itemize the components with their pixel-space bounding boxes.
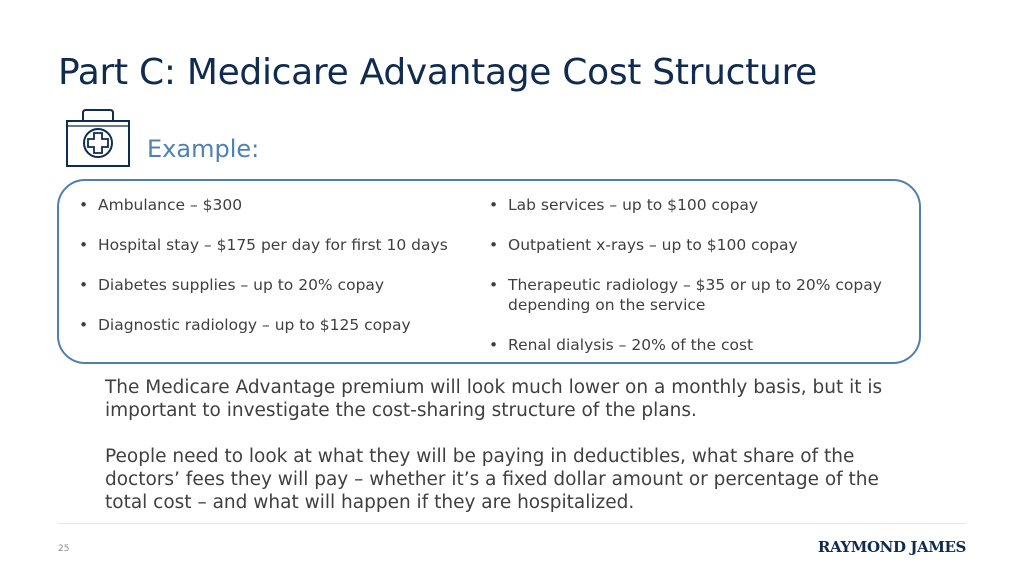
list-item: • Hospital stay – $175 per day for first 10 days (78, 235, 478, 255)
page-number: 25 (58, 544, 70, 554)
medical-kit-icon (65, 109, 131, 167)
right-cost-list (488, 195, 908, 375)
list-item: • Diabetes supplies – up to 20% copay (78, 275, 478, 295)
cost-sharing-paragraph: People need to look at what they will be paying in deductibles, what share of the doctors’ fees they will pay – whether it’s a fixed dollar amount or percentage of the total cost – and what will happen if they are hospitalized. (105, 446, 879, 513)
list-item: • Outpatient x-rays – up to $100 copay (488, 235, 908, 255)
list-item: • Renal dialysis – 20% of the cost (488, 335, 908, 355)
list-item: • Diagnostic radiology – up to $125 copay (78, 315, 478, 335)
footer-divider (58, 523, 966, 524)
list-item: • Lab services – up to $100 copay (488, 195, 908, 215)
premium-paragraph: The Medicare Advantage premium will look much lower on a monthly basis, but it is important to investigate the cost-sharing structure of the plans. (105, 377, 883, 421)
list-item: • Ambulance – $300 (78, 195, 478, 215)
left-cost-list (78, 195, 478, 355)
example-label: Example: (147, 135, 260, 163)
list-item: • Therapeutic radiology – $35 or up to 20% copay depending on the service (488, 275, 908, 315)
brand-logo: RAYMOND JAMES (817, 538, 966, 556)
page-title: Part C: Medicare Advantage Cost Structure (58, 52, 818, 93)
